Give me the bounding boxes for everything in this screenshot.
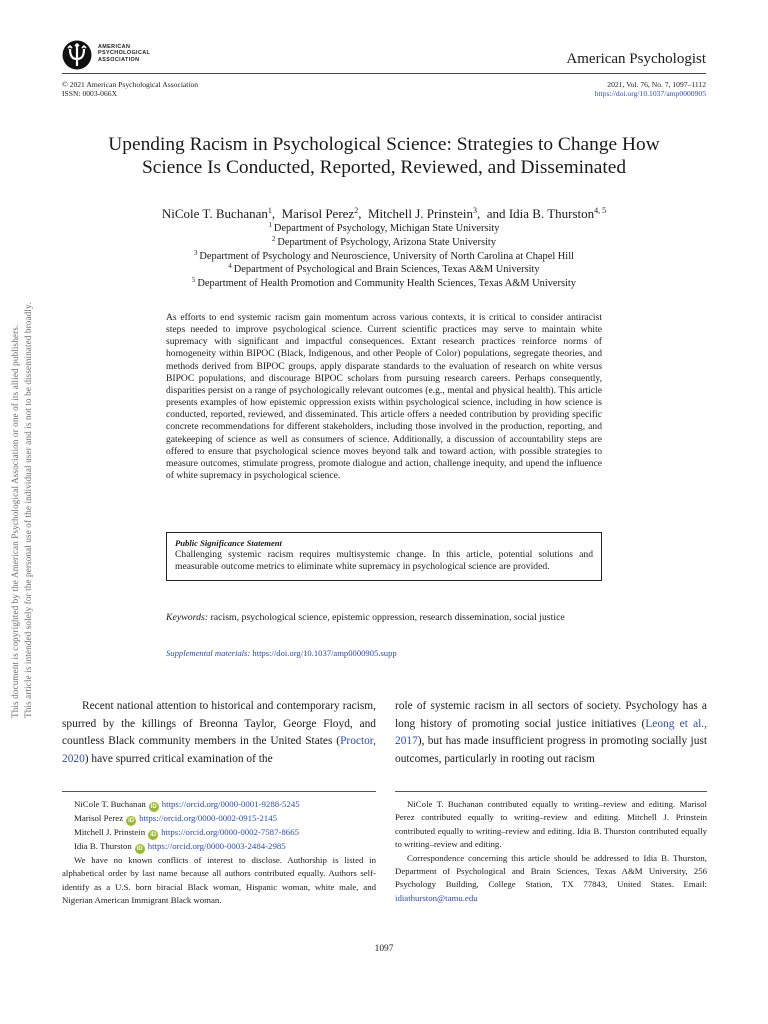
affiliation-text: Department of Psychology, Michigan State University [273,223,500,234]
body-text: ), but has made insufficient progress in promoting socially just outcomes, particularly in rooting out racism [395,735,707,765]
orcid-link[interactable]: https://orcid.org/0000-0003-2484-2985 [147,841,286,851]
orcid-author: Marisol Perez [74,813,124,823]
author-sup: 3 [473,206,478,215]
affiliation-sup: 2 [271,235,276,243]
supplemental-materials [166,648,602,659]
significance-text: Challenging systemic racism requires multisystemic change. In this article, potential solutions and measurable outcome metrics to eliminate white supremacy in psychological science are provided. [175,549,593,573]
author-name: NiCole T. Buchanan [161,206,268,221]
footnote-rule-right [395,791,707,792]
contributions-note: NiCole T. Buchanan contributed equally to writing–review and editing. Marisol Perez contributed equally to writing–review and editing. Mitchell J. Prinstein contributed equally to writing–review and editing. Idia B. Thurston contributed equally to writing–review and editing. [395,799,707,850]
orcid-icon: iD [150,804,157,810]
affiliation-item [62,277,706,291]
side-notice-line-1: This document is copyrighted by the American Psychological Association or one of its allied publishers. [10,324,20,718]
orcid-row [62,840,376,854]
doi-link[interactable]: https://doi.org/10.1037/amp0000905 [594,89,706,99]
publisher-line-3: ASSOCIATION [98,56,140,63]
title-line-2: Science Is Conducted, Reported, Reviewed, and Disseminated [141,157,627,178]
apa-logo-icon [62,40,92,70]
conflicts-note: We have no known conflicts of interest to disclose. Authorship is listed in alphabetical order by last name because all authors contributed equally. Authors self-identify as a U.S. born biracial Black woman, Hispanic woman, white male, and Nigerian American Immigrant Black woman. [62,855,376,906]
supplemental-link[interactable]: https://doi.org/10.1037/amp0000905.supp [252,648,397,658]
affiliation-sup: 4 [228,263,232,271]
issn-line: ISSN: 0003-066X [62,89,118,99]
volume-info [595,80,706,98]
affiliation-list [62,222,706,291]
affiliation-text: Department of Psychology and Neuroscience, University of North Carolina at Chapel Hill [199,250,574,262]
author-sup: 1 [267,206,272,215]
orcid-row [62,798,376,812]
correspondence-text: Correspondence concerning this article should be addressed to Idia B. Thurston, Department of Psychological and Brain Sciences, Texas A&M University, 256 Psychology Building, College Station, TX 77843, United States. Email: [395,852,707,890]
orcid-row [62,812,376,826]
citation-link[interactable]: Proctor, 2020 [62,735,376,765]
affiliation-text: Department of Psychological and Brain Sciences, Texas A&M University [233,264,540,276]
abstract: As efforts to end systemic racism gain momentum across various contexts, it is critical to consider antiracist steps needed to improve psychological science. Current scientific practices may serve to maintain white supremacy with significant and impactful consequences. Extant research practices reinforce norms of homogeneity within BIPOC (Black, Indigenous, and other People of Color) populations, segregate theories, and methods derived from BIPOC groups, apply disparate standards to the evaluation of research on white versus BIPOC populations, and discourage BIPOC scholars from pursuing research careers. Perhaps consequently, disparities persist on a range of psychologically relevant outcomes (e.g., mental and physical health). This article presents examples of how epistemic oppression exists within psychological science, including in how science is conducted, reported, reviewed, and disseminated. This article offers a needed contribution by providing specific concrete recommendations for different stakeholders, including those involved in the production, reporting, and gatekeeping of science as well as consumers of science. Additionally, a discussion of accountability steps are offered to ensure that psychological science moves beyond talk and toward action, with possible strategies to measure outcomes, stimulate progress, promote dialogue and action, challenge inequity, and upend the influence of white supremacy in psychological science. [166,312,602,482]
author-name: Mitchell J. Prinstein [367,206,474,221]
side-notice-line-2: This article is intended solely for the personal use of the individual user and is not to be disseminated broadly. [23,302,33,718]
author-sup: 2 [354,206,359,215]
author-name: Idia B. Thurston [508,206,595,221]
author-list: NiCole T. Buchanan$^1$, Marisol Perez$^2$, Mitchell J. Prinstein$^3$, and Idia B. Thurston$^{4, 5}$ [161,206,607,221]
affiliation-item [62,236,706,250]
publisher-name [98,44,150,63]
header-rule [62,73,706,74]
copyright-info [62,80,198,98]
publisher-line-1: AMERICAN [98,44,131,50]
supplemental-label: Supplemental materials: [166,648,251,658]
orcid-author: Mitchell J. Prinstein [74,827,146,837]
orcid-icon: iD [136,846,143,852]
body-column-right [395,698,707,768]
keywords-label: Keywords: [166,612,209,623]
public-significance-box [166,532,602,581]
orcid-icon: iD [128,818,135,824]
affiliation-text: Department of Psychology, Arizona State University [277,236,497,248]
orcid-icon: iD [150,832,157,838]
body-text: role of systemic racism in all sectors of society. Psychology has a long history of promoting social justice initiatives ( [395,700,707,730]
keywords [166,611,602,624]
affiliation-text: Department of Health Promotion and Community Health Sciences, Texas A&M University [197,278,576,290]
footnotes-right [395,798,707,905]
title-line-1: Upending Racism in Psychological Science: Strategies to Change How [108,134,660,155]
affiliation-sup: 1 [268,222,272,229]
article-title [62,133,706,179]
body-text: ) have spurred critical examination of the [84,752,273,765]
body-column-left [62,698,376,768]
body-text: Recent national attention to historical and contemporary racism, spurred by the killings of Breonna Taylor, George Floyd, and countless Black community members in the United States ( [62,700,376,747]
author-name: Marisol Perez [281,206,355,221]
affiliation-sup: 5 [192,277,196,285]
volume-line: 2021, Vol. 76, No. 7, 1097–1112 [607,80,706,89]
orcid-author: NiCole T. Buchanan [74,799,146,809]
orcid-row [62,826,376,840]
email-link[interactable]: idiathurston@tamu.edu [395,892,478,903]
significance-heading: Public Significance Statement [175,538,282,548]
orcid-link[interactable]: https://orcid.org/0000-0001-9288-5245 [161,799,300,809]
orcid-author: Idia B. Thurston [74,841,132,851]
footnotes-left [62,798,376,908]
copyright-side-notice [10,288,33,728]
copyright-line: © 2021 American Psychological Association [62,80,199,89]
orcid-link[interactable]: https://orcid.org/0000-0002-0915-2145 [139,813,277,823]
journal-name: American Psychologist [566,51,706,67]
affiliation-item [62,222,706,236]
correspondence-note [395,852,707,906]
affiliation-item [62,250,706,264]
affiliation-item [62,263,706,277]
affiliation-sup: 3 [194,249,198,257]
author-and: and [486,206,506,221]
orcid-link[interactable]: https://orcid.org/0000-0002-7587-8665 [161,827,299,837]
footnote-rule-left [62,791,376,792]
citation-link[interactable]: Leong et al., 2017 [395,717,708,747]
author-sup: 4, 5 [594,206,607,215]
page-number: 1097 [374,944,394,954]
publisher-line-2: PSYCHOLOGICAL [98,50,151,57]
keywords-text: racism, psychological science, epistemic oppression, research dissemination, social justice [210,612,565,623]
